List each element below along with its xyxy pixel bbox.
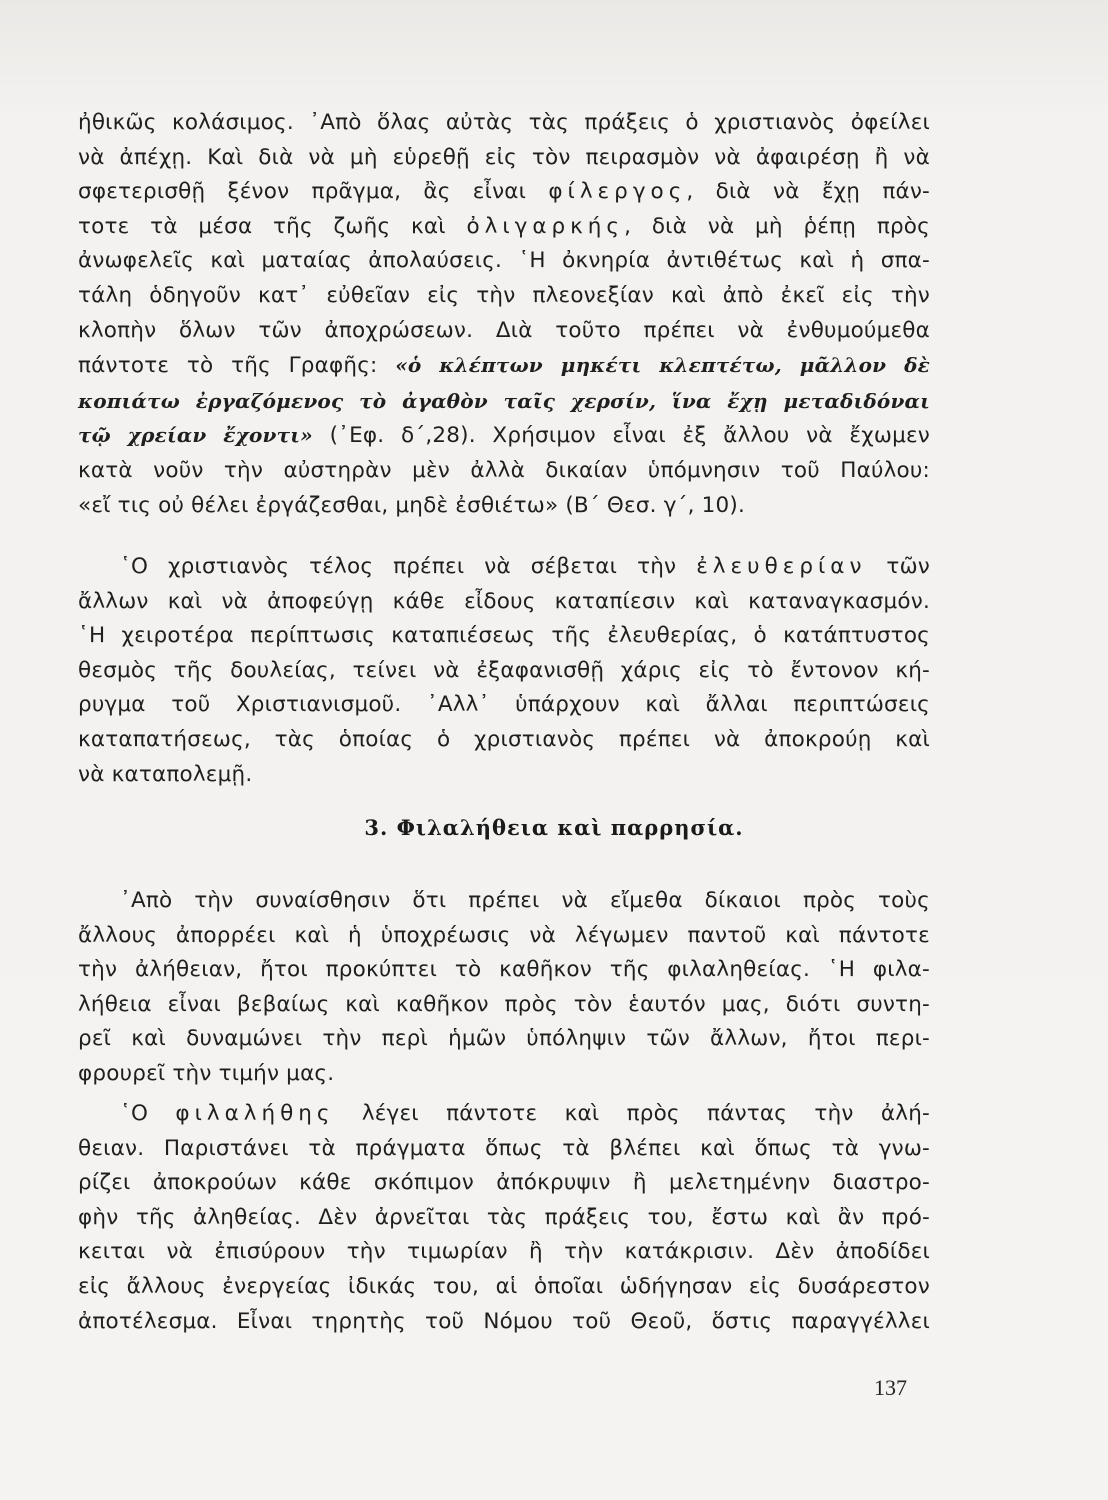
text-line: εἰς ἄλλους ἐνεργείας ἰδικάς του, αἱ ὁποῖαι ὡδήγησαν εἰς δυσάρεστον (78, 1273, 930, 1299)
scripture-quote-line: κοπιάτω ἐργαζόμενος τὸ ἀγαθὸν ταῖς χερσίν, ἵνα ἔχῃ μεταδιδόναι (78, 388, 930, 413)
text-line (78, 348, 930, 384)
text-line: τὴν ἀλήθειαν, ἤτοι προκύπτει τὸ καθῆκον τῆς φιλαληθείας. ῾Η φιλα- (78, 957, 930, 983)
text-span: πάντοτε τὸ τῆς Γραφῆς: (78, 353, 378, 379)
text-line: ἄλλους ἀπορρέει καὶ ἡ ὑποχρέωσις νὰ λέγωμεν παντοῦ καὶ πάντοτε (78, 922, 930, 948)
text-line: φρουρεῖ τὴν τιμήν μας. (78, 1060, 335, 1086)
text-line: νὰ καταπολεμῇ. (78, 761, 253, 787)
scripture-quote: «ὁ κλέπτων μηκέτι κλεπτέτω, μᾶλλον δὲ (395, 353, 930, 378)
emphasized-word: φιλαλήθης (175, 1101, 335, 1126)
text-span: ῾Ο (120, 1101, 149, 1126)
text-line: θειαν. Παριστάνει τὰ πράγματα ὅπως τὰ βλέπει καὶ ὅπως τὰ γνω- (78, 1135, 930, 1161)
text-span: , διὰ νὰ μὴ ῥέπῃ πρὸς (624, 213, 930, 239)
paragraph-3 (78, 884, 930, 1092)
text-line: ἄλλων καὶ νὰ ἀποφεύγῃ κάθε εἶδους καταπίεσιν καὶ καταναγκασμόν. (78, 588, 930, 614)
paragraph-1 (78, 106, 930, 523)
text-line: θεσμὸς τῆς δουλείας, τείνει νὰ ἐξαφανισθῇ χάρις εἰς τὸ ἔντονον κή- (78, 657, 930, 683)
text-line: ῾Η χειροτέρα περίπτωσις καταπιέσεως τῆς ἐλευθερίας, ὁ κατάπτυστος (78, 623, 930, 649)
page-number: 137 (874, 1375, 907, 1400)
text-line: τάλη ὁδηγοῦν κατ᾿ εὐθεῖαν εἰς τὴν πλεονεξίαν καὶ ἀπὸ ἐκεῖ εἰς τὴν (78, 282, 930, 308)
text-line (78, 175, 930, 210)
scripture-quote: τῷ χρείαν ἔχοντι» (78, 423, 313, 448)
text-line: λήθεια εἶναι βεβαίως καὶ καθῆκον πρὸς τὸν ἑαυτόν μας, διότι συντη- (78, 991, 930, 1017)
paragraph-4 (78, 1097, 930, 1339)
section-heading: 3. Φιλαλήθεια καὶ παρρησία. (364, 815, 744, 840)
text-line: ρίζει ἀποκρούων κάθε σκόπιμον ἀπόκρυψιν ἢ μελετημένην διαστρο- (78, 1170, 930, 1196)
text-line: κλοπὴν ὅλων τῶν ἀποχρώσεων. Διὰ τοῦτο πρέπει νὰ ἐνθυμούμεθα (78, 317, 930, 343)
text-span: σφετερισθῇ ξένον πρᾶγμα, ἂς εἶναι (78, 179, 527, 205)
text-span: , διὰ νὰ ἔχῃ πάν- (686, 179, 930, 205)
text-line (78, 210, 930, 245)
text-line: «εἴ τις οὐ θέλει ἐργάζεσθαι, μηδὲ ἐσθιέτω» (Β΄ Θεσ. γ΄, 10). (78, 492, 746, 518)
text-line: ρεῖ καὶ δυναμώνει τὴν περὶ ἡμῶν ὑπόληψιν τῶν ἄλλων, ἤτοι περι- (78, 1026, 930, 1052)
emphasized-word: ὀλιγαρκής (466, 213, 625, 239)
emphasized-word: φίλεργος (548, 179, 687, 205)
text-line: κατὰ νοῦν τὴν αὐστηρὰν μὲν ἀλλὰ δικαίαν ὑπόμνησιν τοῦ Παύλου: (78, 457, 930, 483)
text-line: κειται νὰ ἐπισύρουν τὴν τιμωρίαν ἢ τὴν κατάκρισιν. Δὲν ἀποδίδει (78, 1239, 930, 1265)
text-line (78, 550, 930, 585)
text-line (78, 1097, 930, 1132)
text-line: ᾿Απὸ τὴν συναίσθησιν ὅτι πρέπει νὰ εἴμεθα δίκαιοι πρὸς τοὺς (120, 888, 930, 913)
text-line (78, 418, 930, 454)
text-line: ἀποτέλεσμα. Εἶναι τηρητὴς τοῦ Νόμου τοῦ Θεοῦ, ὅστις παραγγέλλει (78, 1308, 930, 1334)
text-span: τοτε τὰ μέσα τῆς ζωῆς καὶ (78, 213, 446, 239)
text-line: καταπατήσεως, τὰς ὁποίας ὁ χριστιανὸς πρέπει νὰ ἀποκρούῃ καὶ (78, 726, 930, 752)
text-line: ἠθικῶς κολάσιμος. ᾿Απὸ ὅλας αὐτὰς τὰς πράξεις ὁ χριστιανὸς ὀφείλει (78, 110, 930, 135)
text-span: λέγει πάντοτε καὶ πρὸς πάντας τὴν ἀλή- (361, 1101, 930, 1126)
text-line: ἀνωφελεῖς καὶ ματαίας ἀπολαύσεις. ῾Η ὀκνηρία ἀντιθέτως καὶ ἡ σπα- (78, 248, 930, 274)
text-span: ῾Ο χριστιανὸς τέλος πρέπει νὰ σέβεται τὴν (120, 554, 677, 579)
text-span: (᾿Εφ. δ΄,28). Χρήσιμον εἶναι ἐξ ἄλλου νὰ ἔχωμεν (329, 423, 930, 449)
text-line: ρυγμα τοῦ Χριστιανισμοῦ. ᾿Αλλ᾿ ὑπάρχουν καὶ ἄλλαι περιπτώσεις (78, 692, 930, 718)
paragraph-2 (78, 550, 930, 792)
text-span: τῶν (886, 554, 930, 579)
text-line: φὴν τῆς ἀληθείας. Δὲν ἀρνεῖται τὰς πράξεις του, ἔστω καὶ ἂν πρό- (78, 1204, 930, 1230)
text-line: νὰ ἀπέχῃ. Καὶ διὰ νὰ μὴ εὑρεθῇ εἰς τὸν πειρασμὸν νὰ ἀφαιρέσῃ ἢ νὰ (78, 144, 930, 170)
emphasized-word: ἐλευθερίαν (696, 554, 867, 579)
